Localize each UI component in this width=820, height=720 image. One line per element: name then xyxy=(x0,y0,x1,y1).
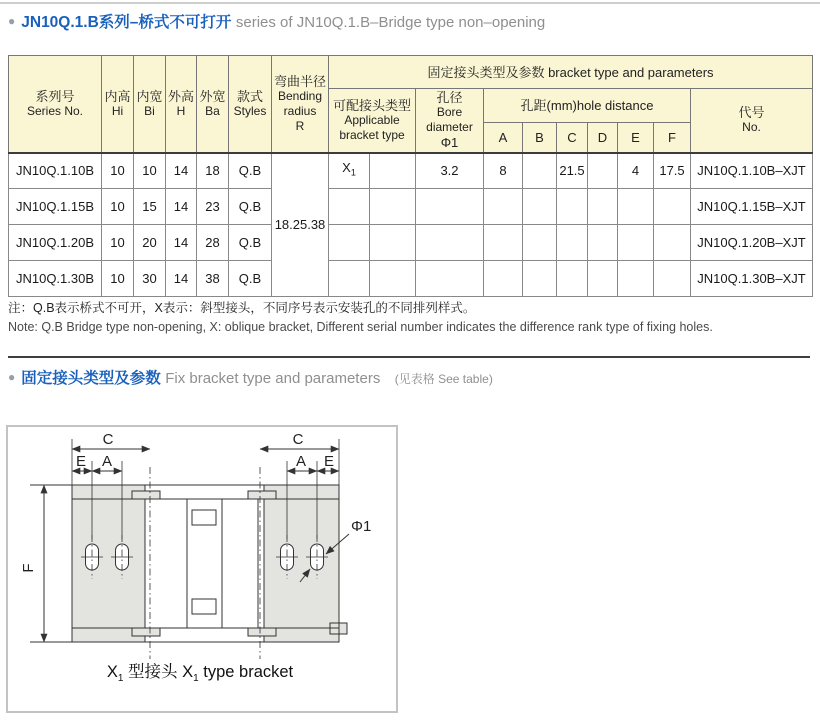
th-styles-zh: 款式 xyxy=(236,88,263,104)
bracket-type-sub: 1 xyxy=(350,168,356,179)
th-E: E xyxy=(618,123,654,153)
cell-h: 14 xyxy=(166,225,197,261)
section1-title-en: series of JN10Q.1.B–Bridge type non–opening xyxy=(235,14,546,31)
th-code-zh: 代号 xyxy=(738,105,765,121)
cell-ba: 28 xyxy=(197,225,229,261)
right-bracket-plate xyxy=(264,499,339,628)
cell-bracket-type xyxy=(329,225,370,261)
rail-tab xyxy=(248,491,276,499)
cell-hi: 10 xyxy=(102,153,134,189)
bracket-type-x: X xyxy=(342,160,351,176)
th-h-en: H xyxy=(176,103,186,118)
dim-label-f: F xyxy=(20,563,37,573)
table-row xyxy=(9,189,813,225)
th-h-zh: 外高 xyxy=(168,88,195,104)
cell-h: 14 xyxy=(166,153,197,189)
cell-B xyxy=(523,189,557,225)
cell-bore xyxy=(416,261,484,297)
th-A: A xyxy=(484,123,523,153)
cell-series: JN10Q.1.20B xyxy=(9,225,102,261)
cell-bracket-type2 xyxy=(370,261,416,297)
cell-styles: Q.B xyxy=(229,153,272,189)
th-hi-en: Hi xyxy=(111,103,124,118)
rail-tab xyxy=(132,628,160,636)
dim-label-a: A xyxy=(295,453,307,470)
th-bend-radius xyxy=(272,56,329,153)
th-series-zh: 系列号 xyxy=(35,88,75,104)
cell-bi: 30 xyxy=(134,261,166,297)
th-hole-distance: 孔距(mm)hole distance xyxy=(484,89,691,123)
dim-label-e: E xyxy=(323,453,335,470)
cell-series: JN10Q.1.15B xyxy=(9,189,102,225)
cell-D xyxy=(588,225,618,261)
cell-series: JN10Q.1.30B xyxy=(9,261,102,297)
cell-bi: 10 xyxy=(134,153,166,189)
th-F: F xyxy=(654,123,691,153)
dim-label-e: E xyxy=(75,453,87,470)
section2-see-table: (见表格 See table) xyxy=(394,372,493,386)
th-h xyxy=(166,56,197,153)
cell-code: JN10Q.1.20B–XJT xyxy=(691,225,813,261)
cell-styles: Q.B xyxy=(229,225,272,261)
cell-bracket-type2 xyxy=(370,225,416,261)
header-row-group xyxy=(9,56,813,89)
cell-bore xyxy=(416,189,484,225)
cell-F: 17.5 xyxy=(654,153,691,189)
rail-tab xyxy=(248,628,276,636)
cell-E xyxy=(618,261,654,297)
cell-bi: 15 xyxy=(134,189,166,225)
cell-E xyxy=(618,225,654,261)
cell-bend-radius: 18.25.38 xyxy=(272,153,329,297)
bullet-icon: ● xyxy=(8,14,16,28)
cell-series: JN10Q.1.10B xyxy=(9,153,102,189)
cell-code: JN10Q.1.15B–XJT xyxy=(691,189,813,225)
th-bore-zh: 孔径 xyxy=(436,90,463,106)
cell-C: 21.5 xyxy=(557,153,588,189)
th-hi xyxy=(102,56,134,153)
cell-C xyxy=(557,225,588,261)
cell-C xyxy=(557,189,588,225)
th-series xyxy=(9,56,102,153)
cell-bracket-type2 xyxy=(370,189,416,225)
section-divider xyxy=(8,356,810,358)
cell-D xyxy=(588,189,618,225)
table-row xyxy=(9,153,813,189)
th-styles xyxy=(229,56,272,153)
cell-bracket-type xyxy=(329,153,370,189)
th-app-en1: Applicable xyxy=(344,112,400,127)
th-app-zh: 可配接头类型 xyxy=(332,97,411,113)
th-ba-zh: 外宽 xyxy=(199,88,226,104)
cell-B xyxy=(523,225,557,261)
cell-F xyxy=(654,225,691,261)
th-bi-zh: 内宽 xyxy=(136,88,163,104)
th-C: C xyxy=(557,123,588,153)
th-bend-en3: R xyxy=(295,118,305,133)
th-D: D xyxy=(588,123,618,153)
cell-A: 8 xyxy=(484,153,523,189)
th-bore xyxy=(416,89,484,153)
cell-h: 14 xyxy=(166,261,197,297)
cell-F xyxy=(654,261,691,297)
cell-ba: 38 xyxy=(197,261,229,297)
top-rule xyxy=(0,2,820,4)
cell-hi: 10 xyxy=(102,225,134,261)
th-bore-en: Bore diameter xyxy=(426,105,473,135)
th-bend-zh: 弯曲半径 xyxy=(274,73,327,89)
th-bi xyxy=(134,56,166,153)
dim-label-phi1: Φ1 xyxy=(351,518,372,535)
cell-styles: Q.B xyxy=(229,189,272,225)
note-en: Note: Q.B Bridge type non-opening, X: oblique bracket, Different serial number indicates the difference rank type of fixing holes. xyxy=(8,320,713,334)
table-row xyxy=(9,261,813,297)
bullet-icon: ● xyxy=(8,370,16,384)
section1-title-zh: JN10Q.1.B系列–桥式不可打开 xyxy=(21,14,232,31)
th-bore-sym: Φ1 xyxy=(440,135,459,151)
cell-A xyxy=(484,189,523,225)
cell-B xyxy=(523,153,557,189)
bracket-diagram-box xyxy=(6,425,398,713)
note-zh: 注：Q.B表示桥式不可开，X表示：斜型接头，不同序号表示安装孔的不同排列样式。 xyxy=(8,301,476,315)
th-bend-en2: radius xyxy=(283,103,317,118)
cell-F xyxy=(654,189,691,225)
cell-A xyxy=(484,225,523,261)
link-slot xyxy=(192,599,216,614)
th-applicable xyxy=(329,89,416,153)
bracket-diagram xyxy=(8,427,396,711)
th-app-en2: bracket type xyxy=(339,127,405,142)
cell-styles: Q.B xyxy=(229,261,272,297)
section2-title xyxy=(8,366,493,388)
cell-bore xyxy=(416,225,484,261)
cell-E: 4 xyxy=(618,153,654,189)
left-bracket-plate xyxy=(72,499,145,628)
notes xyxy=(8,299,713,337)
cell-ba: 18 xyxy=(197,153,229,189)
cell-D xyxy=(588,153,618,189)
cell-code: JN10Q.1.10B–XJT xyxy=(691,153,813,189)
cell-bi: 20 xyxy=(134,225,166,261)
cell-code: JN10Q.1.30B–XJT xyxy=(691,261,813,297)
th-bracket-group: 固定接头类型及参数 bracket type and parameters xyxy=(329,56,813,89)
th-styles-en: Styles xyxy=(233,103,267,118)
th-series-en: Series No. xyxy=(26,103,84,118)
cell-A xyxy=(484,261,523,297)
th-ba-en: Ba xyxy=(205,103,220,118)
link-slot xyxy=(192,510,216,525)
th-bend-en1: Bending xyxy=(277,88,323,103)
dim-label-c: C xyxy=(102,431,114,448)
cell-hi: 10 xyxy=(102,261,134,297)
cell-bore: 3.2 xyxy=(416,153,484,189)
cell-ba: 23 xyxy=(197,189,229,225)
th-hi-zh: 内高 xyxy=(104,88,131,104)
cell-D xyxy=(588,261,618,297)
th-B: B xyxy=(523,123,557,153)
spec-table xyxy=(8,55,813,297)
dim-label-a: A xyxy=(101,453,113,470)
cell-h: 14 xyxy=(166,189,197,225)
cell-bracket-type2 xyxy=(370,153,416,189)
dim-label-c: C xyxy=(292,431,304,448)
cell-bracket-type xyxy=(329,261,370,297)
table-row xyxy=(9,225,813,261)
cell-C xyxy=(557,261,588,297)
cell-bracket-type xyxy=(329,189,370,225)
section1-title xyxy=(8,10,545,32)
cell-B xyxy=(523,261,557,297)
th-bi-en: Bi xyxy=(144,103,155,118)
section2-title-zh: 固定接头类型及参数 xyxy=(21,370,161,387)
cell-E xyxy=(618,189,654,225)
cell-hi: 10 xyxy=(102,189,134,225)
th-ba xyxy=(197,56,229,153)
diagram-caption: $X_1$ 型接头 $X_1$ type bracket xyxy=(106,663,294,684)
rail-tab xyxy=(132,491,160,499)
th-code xyxy=(691,89,813,153)
section2-title-en: Fix bracket type and parameters xyxy=(165,370,381,387)
th-code-en: No. xyxy=(742,120,761,135)
